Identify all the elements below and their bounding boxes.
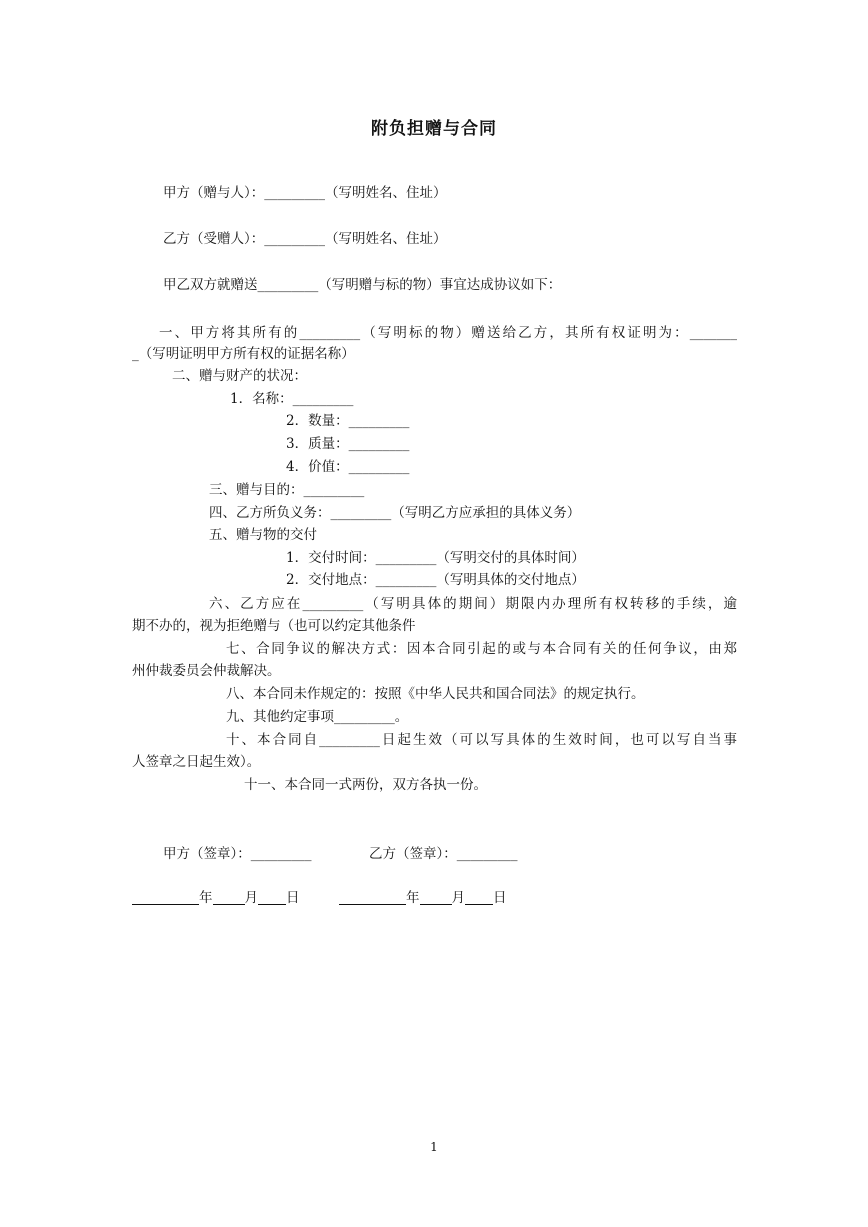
party-b-date — [339, 888, 507, 908]
day-blank — [465, 890, 493, 905]
clause-9: 九、其他约定事项_________。 — [226, 709, 409, 725]
clause-7-line-1: 七、合同争议的解决方式：因本合同引起的或与本合同有关的任何争议，由郑 — [226, 641, 737, 657]
party-b-line: 乙方（受赠人）：_________（写明姓名、住址） — [163, 231, 447, 247]
year-blank — [132, 890, 199, 905]
clause-2-item-quantity: 2．数量：_________ — [286, 413, 410, 429]
month-blank — [420, 890, 452, 905]
clause-8: 八、本合同未作规定的：按照《中华人民共和国合同法》的规定执行。 — [226, 686, 645, 702]
party-a-signature: 甲方（签章）：_________ — [163, 846, 312, 862]
clause-6-line-2: 期不办的，视为拒绝赠与（也可以约定其他条件 — [132, 618, 416, 634]
day-label: 日 — [286, 890, 300, 906]
clause-5-item-place: 2．交付地点：_________（写明具体的交付地点） — [286, 572, 585, 588]
clause-10-line-1: 十、本合同自_________日起生效（可以写具体的生效时间，也可以写自当事 — [226, 732, 737, 748]
intro-line: 甲乙双方就赠送_________（写明赠与标的物）事宜达成协议如下： — [163, 277, 562, 293]
day-label: 日 — [493, 890, 507, 906]
clause-5-heading: 五、赠与物的交付 — [209, 527, 317, 543]
document-title: 附负担赠与合同 — [371, 119, 497, 139]
party-a-date — [132, 888, 300, 908]
clause-2-item-value: 4．价值：_________ — [286, 459, 410, 475]
year-label: 年 — [406, 890, 420, 906]
month-blank — [213, 890, 245, 905]
clause-11: 十一、本合同一式两份，双方各执一份。 — [244, 777, 487, 793]
page-number: 1 — [430, 1140, 438, 1154]
clause-6-line-1: 六、乙方应在_________（写明具体的期间）期限内办理所有权转移的手续，逾 — [209, 596, 737, 612]
year-label: 年 — [199, 890, 213, 906]
clause-1-line-2: _（写明证明甲方所有权的证据名称） — [132, 346, 355, 362]
clause-7-line-2: 州仲裁委员会仲裁解决。 — [132, 663, 281, 679]
clause-1-line-1: 一、甲方将其所有的_________（写明标的物）赠送给乙方，其所有权证明为：_______ — [159, 325, 737, 341]
clause-4: 四、乙方所负义务：_________（写明乙方应承担的具体义务） — [209, 505, 581, 521]
clause-2-item-quality: 3．质量：_________ — [286, 436, 410, 452]
party-a-line: 甲方（赠与人）：_________（写明姓名、住址） — [163, 185, 447, 201]
clause-10-line-2: 人签章之日起生效）。 — [132, 754, 261, 770]
clause-2-item-name: 1．名称：_________ — [230, 391, 354, 407]
party-b-signature: 乙方（签章）：_________ — [369, 846, 518, 862]
day-blank — [258, 890, 286, 905]
year-blank — [339, 890, 406, 905]
month-label: 月 — [244, 890, 258, 906]
clause-3: 三、赠与目的：_________ — [209, 482, 365, 498]
clause-2-heading: 二、赠与财产的状况： — [172, 368, 307, 384]
month-label: 月 — [451, 890, 465, 906]
clause-5-item-time: 1．交付时间：_________（写明交付的具体时间） — [286, 550, 585, 566]
